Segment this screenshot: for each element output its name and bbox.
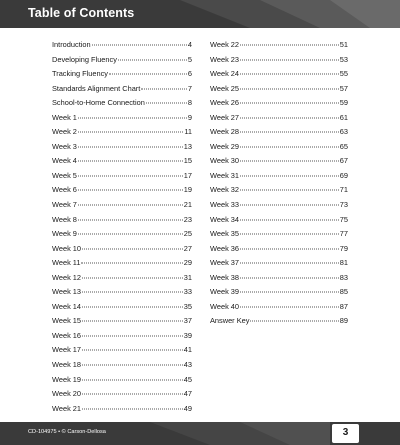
toc-entry-label: Week 14 [52, 301, 82, 311]
dot-leader [82, 408, 183, 409]
toc-entry-label: Week 3 [52, 141, 77, 151]
toc-entry-page: 87 [339, 301, 348, 311]
toc-entry-label: School-to-Home Connection [52, 98, 145, 108]
dot-leader [240, 74, 339, 75]
dot-leader [240, 248, 339, 249]
toc-entry-page: 4 [187, 40, 192, 49]
toc-entry-page: 69 [339, 170, 348, 180]
toc-entry [210, 229, 348, 244]
dot-leader [240, 132, 339, 133]
dot-leader [240, 88, 339, 89]
dot-leader [250, 321, 338, 322]
toc-entry-page: 41 [183, 345, 192, 355]
toc-entry [52, 98, 192, 113]
toc-entry [52, 316, 192, 331]
toc-entry-label: Week 34 [210, 214, 240, 224]
toc-entry-label: Standards Alignment Chart [52, 83, 141, 93]
toc-entry-page: 23 [183, 214, 192, 224]
toc-entry-label: Week 32 [210, 185, 240, 195]
toc-entry [210, 55, 348, 70]
toc-entry-label: Week 33 [210, 200, 240, 210]
dot-leader [240, 59, 339, 60]
toc-entry-page: 49 [183, 403, 192, 413]
toc-entry-label: Week 23 [210, 54, 240, 64]
toc-entry [52, 142, 192, 157]
dot-leader [146, 103, 187, 104]
toc-entry [52, 185, 192, 200]
toc-entry-page: 17 [183, 170, 192, 180]
dot-leader [240, 277, 339, 278]
dot-leader [78, 190, 183, 191]
dot-leader [240, 117, 339, 118]
dot-leader [240, 175, 339, 176]
dot-leader [82, 292, 183, 293]
toc-entry-label: Developing Fluency [52, 54, 117, 64]
toc-entry [210, 273, 348, 288]
toc-entry [210, 287, 348, 302]
toc-entry-label: Week 8 [52, 214, 77, 224]
toc-entry [210, 127, 348, 142]
dot-leader [240, 146, 339, 147]
toc-entry-page: 63 [339, 127, 348, 137]
dot-leader [82, 306, 183, 307]
toc-entry-page: 13 [183, 141, 192, 151]
toc-entry-label: Week 1 [52, 112, 77, 122]
toc-entry [210, 316, 348, 331]
toc-entry-page: 31 [183, 272, 192, 282]
dot-leader [78, 205, 183, 206]
toc-entry [52, 389, 192, 404]
toc-entry [210, 171, 348, 186]
dot-leader [82, 379, 183, 380]
dot-leader [240, 161, 339, 162]
toc-entry-page: 35 [183, 301, 192, 311]
toc-entry-label: Week 29 [210, 141, 240, 151]
dot-leader [78, 219, 183, 220]
toc-entry-page: 19 [183, 185, 192, 195]
toc-entry-label: Week 26 [210, 98, 240, 108]
dot-leader [78, 175, 183, 176]
dot-leader [141, 88, 187, 89]
toc-entry [52, 171, 192, 186]
toc-entry-label: Week 6 [52, 185, 77, 195]
toc-entry-page: 51 [339, 40, 348, 49]
dot-leader [240, 234, 339, 235]
toc-entry-page: 73 [339, 200, 348, 210]
toc-entry-page: 29 [183, 258, 192, 268]
toc-entry-label: Week 25 [210, 83, 240, 93]
toc-entry-page: 83 [339, 272, 348, 282]
dot-leader [82, 350, 183, 351]
dot-leader [240, 306, 339, 307]
toc-entry-label: Week 15 [52, 316, 82, 326]
toc-entry-label: Week 19 [52, 374, 82, 384]
footer-code: CD-104975 • © Carson-Dellosa [28, 429, 106, 435]
toc-entry [52, 404, 192, 419]
dot-leader [240, 103, 339, 104]
toc-entry-label: Week 27 [210, 112, 240, 122]
toc-entry-page: 65 [339, 141, 348, 151]
toc-entry [52, 375, 192, 390]
toc-entry-page: 81 [339, 258, 348, 268]
toc-entry-page: 61 [339, 112, 348, 122]
toc-column-right [210, 40, 348, 331]
toc-entry-label: Week 12 [52, 272, 82, 282]
toc-entry-label: Week 16 [52, 330, 82, 340]
toc-entry-page: 39 [183, 330, 192, 340]
toc-entry [52, 84, 192, 99]
dot-leader [82, 394, 183, 395]
header-band [0, 0, 400, 28]
toc-entry-page: 45 [183, 374, 192, 384]
toc-entry-label: Week 20 [52, 389, 82, 399]
toc-entry-label: Answer Key [210, 316, 250, 326]
dot-leader [109, 74, 187, 75]
toc-entry [52, 127, 192, 142]
toc-entry-page: 7 [187, 83, 192, 93]
toc-entry [52, 113, 192, 128]
toc-entry-label: Tracking Fluency [52, 69, 108, 79]
toc-entry-label: Week 38 [210, 272, 240, 282]
toc-entry-label: Week 7 [52, 200, 77, 210]
dot-leader [240, 219, 339, 220]
dot-leader [78, 146, 183, 147]
toc-entry-page: 53 [339, 54, 348, 64]
toc-entry [210, 84, 348, 99]
page-number: 3 [342, 427, 349, 438]
toc-entry-label: Week 35 [210, 229, 240, 239]
dot-leader [240, 205, 339, 206]
toc-entry-label: Week 2 [52, 127, 77, 137]
toc-entry-label: Week 18 [52, 360, 82, 370]
toc-entry-page: 43 [183, 360, 192, 370]
toc-entry-label: Week 13 [52, 287, 82, 297]
dot-leader [78, 117, 187, 118]
dot-leader [240, 190, 339, 191]
dot-leader [240, 292, 339, 293]
toc-entry-label: Week 17 [52, 345, 82, 355]
toc-entry [52, 360, 192, 375]
toc-entry-label: Week 30 [210, 156, 240, 166]
toc-entry-page: 33 [183, 287, 192, 297]
toc-entry-page: 8 [187, 98, 192, 108]
toc-entry [210, 156, 348, 171]
dot-leader [118, 59, 187, 60]
dot-leader [78, 234, 183, 235]
toc-entry-label: Week 22 [210, 40, 240, 49]
toc-entry-page: 6 [187, 69, 192, 79]
toc-entry-label: Week 37 [210, 258, 240, 268]
page-title: Table of Contents [28, 6, 135, 20]
toc-entry [52, 331, 192, 346]
toc-entry-page: 79 [339, 243, 348, 253]
toc-entry-page: 85 [339, 287, 348, 297]
toc-entry [210, 98, 348, 113]
dot-leader [81, 263, 182, 264]
toc-entry-label: Week 40 [210, 301, 240, 311]
toc-entry-label: Week 24 [210, 69, 240, 79]
toc-entry [210, 40, 348, 55]
toc-entry-label: Week 31 [210, 170, 240, 180]
toc-entry [210, 302, 348, 317]
toc-entry-label: Week 10 [52, 243, 82, 253]
toc-entry [52, 273, 192, 288]
toc-entry-label: Week 21 [52, 403, 82, 413]
toc-entry [210, 69, 348, 84]
toc-entry [52, 287, 192, 302]
toc-entry-page: 5 [187, 54, 192, 64]
toc-entry [52, 302, 192, 317]
toc-entry-label: Week 39 [210, 287, 240, 297]
toc-entry-label: Week 4 [52, 156, 77, 166]
toc-entry-label: Introduction [52, 40, 91, 49]
toc-entry [52, 200, 192, 215]
dot-leader [240, 45, 339, 46]
toc-entry-page: 11 [184, 127, 192, 137]
dot-leader [82, 335, 183, 336]
toc-entry-page: 27 [183, 243, 192, 253]
dot-leader [82, 277, 183, 278]
toc-entry-page: 9 [187, 112, 192, 122]
dot-leader [82, 248, 183, 249]
dot-leader [92, 45, 187, 46]
toc-entry [52, 156, 192, 171]
toc-entry [52, 69, 192, 84]
toc-entry [52, 258, 192, 273]
toc-entry [210, 215, 348, 230]
toc-entry-label: Week 5 [52, 170, 77, 180]
toc-entry-page: 21 [183, 200, 192, 210]
toc-entry-page: 15 [183, 156, 192, 166]
dot-leader [78, 132, 183, 133]
toc-entry [210, 185, 348, 200]
toc-entry-page: 89 [339, 316, 348, 326]
dot-leader [78, 161, 183, 162]
toc-entry [52, 345, 192, 360]
toc-entry [210, 113, 348, 128]
toc-entry [52, 244, 192, 259]
toc-entry-page: 75 [339, 214, 348, 224]
toc-entry-label: Week 36 [210, 243, 240, 253]
toc-entry-page: 25 [183, 229, 192, 239]
dot-leader [82, 365, 183, 366]
toc-entry [210, 258, 348, 273]
toc-entry-label: Week 11 [52, 258, 81, 268]
toc-column-left [52, 40, 192, 418]
toc-entry [52, 55, 192, 70]
toc-entry-page: 47 [183, 389, 192, 399]
toc-entry-label: Week 9 [52, 229, 77, 239]
page-number-badge [332, 424, 359, 443]
toc-entry-page: 37 [183, 316, 192, 326]
toc-entry-page: 59 [339, 98, 348, 108]
dot-leader [240, 263, 339, 264]
toc-entry [210, 142, 348, 157]
toc-entry-label: Week 28 [210, 127, 240, 137]
toc-entry [52, 40, 192, 55]
toc-entry [210, 200, 348, 215]
toc-entry-page: 77 [339, 229, 348, 239]
toc-entry [52, 215, 192, 230]
toc-entry [210, 244, 348, 259]
toc-entry-page: 71 [339, 185, 348, 195]
toc-entry-page: 55 [339, 69, 348, 79]
toc-entry [52, 229, 192, 244]
toc-entry-page: 67 [339, 156, 348, 166]
dot-leader [82, 321, 183, 322]
toc-entry-page: 57 [339, 83, 348, 93]
